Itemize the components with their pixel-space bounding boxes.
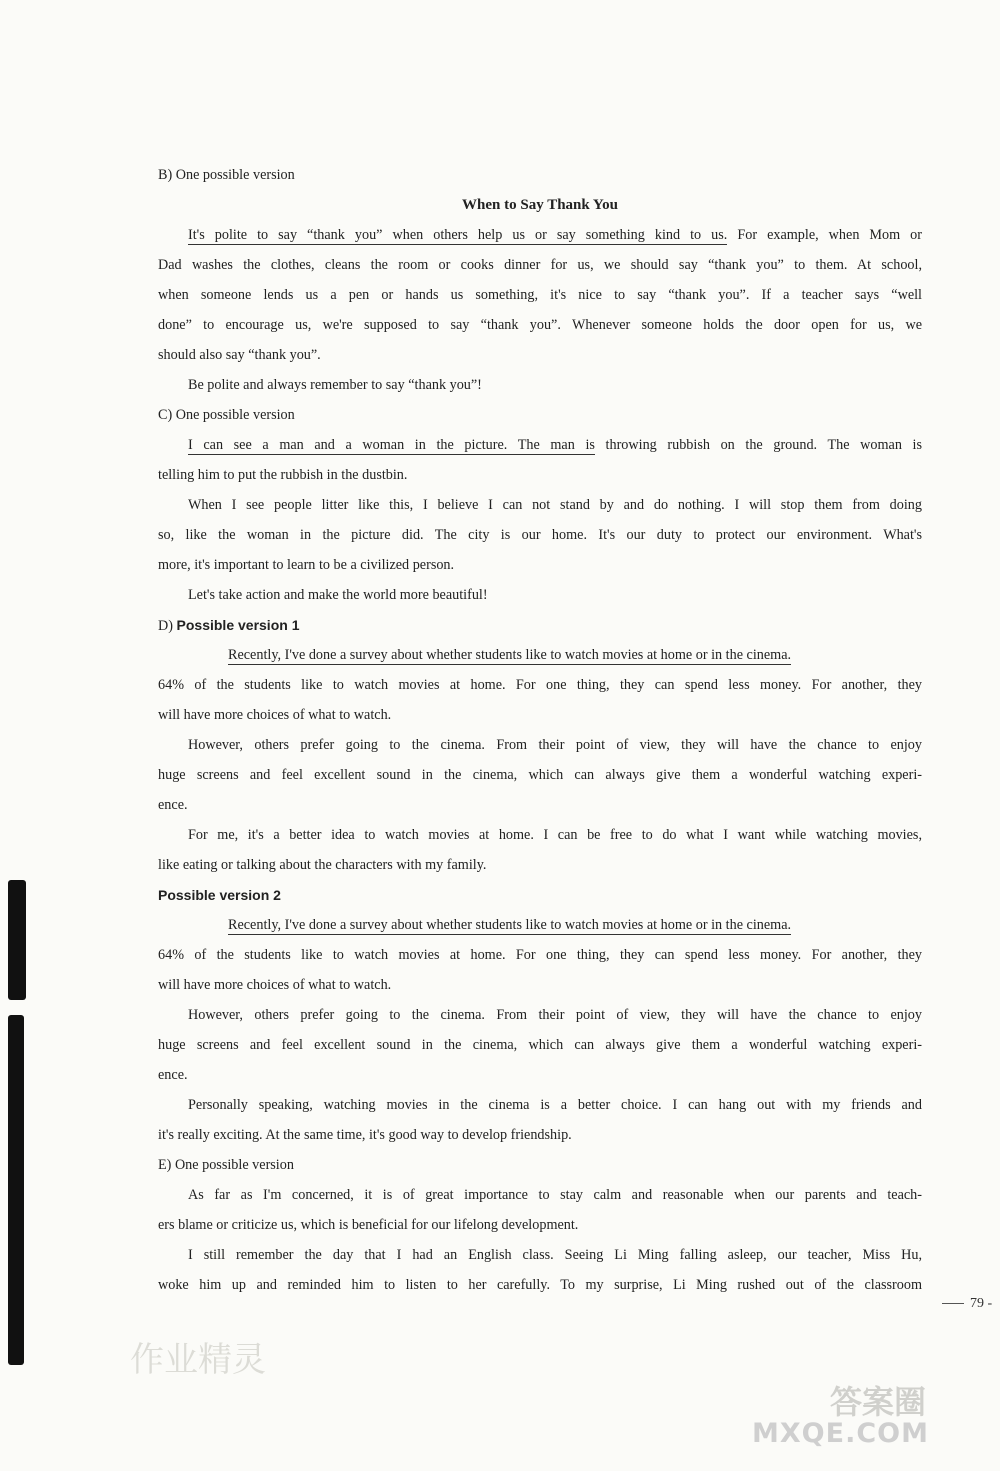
section-d-v1-line-3: will have more choices of what to watch. — [158, 707, 392, 723]
section-d-prefix: D) — [158, 618, 177, 634]
section-d-v2-line-4: However, others prefer going to the cinema. From their point of view, they will have the chance to enjoy — [188, 1007, 922, 1023]
answer-page — [158, 160, 922, 1300]
section-d-v1-line-2: 64% of the students like to watch movies at home. For one thing, they can spend less money. For another, they — [158, 677, 922, 693]
section-d-v2-line-6: ence. — [158, 1067, 188, 1083]
section-b-title: When to Say Thank You — [462, 197, 618, 213]
section-e-line-4: woke him up and reminded him to listen to her carefully. To my surprise, Li Ming rushed out of the classroom — [158, 1277, 922, 1293]
ghost-watermark: 作业精灵 — [130, 1340, 266, 1380]
section-b-para-2: Be polite and always remember to say “thank you”! — [188, 377, 482, 393]
section-c-para-1-line-2: telling him to put the rubbish in the dustbin. — [158, 467, 408, 483]
section-d-v2-line-7: Personally speaking, watching movies in the cinema is a better choice. I can hang out with my friends and — [188, 1097, 922, 1113]
underlined-sentence: Recently, I've done a survey about whether students like to watch movies at home or in the cinema. — [228, 917, 792, 933]
section-b-para-1-line-1 — [158, 220, 922, 250]
section-c-label: C) One possible version — [158, 407, 295, 423]
section-b-para-1-line-4: done” to encourage us, we're supposed to say “thank you”. Whenever someone holds the door open for us, we — [158, 317, 922, 333]
logo-text: 答案圈 — [830, 1383, 927, 1420]
section-e-label: E) One possible version — [158, 1157, 294, 1173]
section-d-v1-line-6: ence. — [158, 797, 188, 813]
section-d-v1-line-7: For me, it's a better idea to watch movies at home. I can be free to do what I want while watching movies, — [188, 827, 922, 843]
underlined-sentence: I can see a man and a woman in the picture. The man is — [188, 437, 595, 453]
section-e-line-1: As far as I'm concerned, it is of great importance to stay calm and reasonable when our parents and teach- — [188, 1187, 922, 1203]
section-e-line-3: I still remember the day that I had an English class. Seeing Li Ming falling asleep, our teacher, Miss Hu, — [188, 1247, 922, 1263]
section-d-v1-line-1 — [158, 640, 922, 670]
scan-edge-shadow-bottom — [8, 1015, 24, 1365]
section-c-para-2-line-3: more, it's important to learn to be a civilized person. — [158, 557, 455, 573]
section-c-para-2-line-2: so, like the woman in the picture did. The city is our home. It's our duty to protect our environment. What's — [158, 527, 922, 543]
section-d-v2-line-1 — [158, 910, 922, 940]
section-d-v2-line-8: it's really exciting. At the same time, it's good way to develop friendship. — [158, 1127, 572, 1143]
section-d-v2-line-5: huge screens and feel excellent sound in the cinema, which can always give them a wonderful watching experi- — [158, 1037, 922, 1053]
section-b-label: B) One possible version — [158, 167, 295, 183]
section-d-v1-line-4: However, others prefer going to the cinema. From their point of view, they will have the chance to enjoy — [188, 737, 922, 753]
section-d-v1-line-8: like eating or talking about the characters with my family. — [158, 857, 487, 873]
version-2-heading: Possible version 2 — [158, 887, 281, 903]
text-span: throwing rubbish on the ground. The woman is — [594, 437, 922, 453]
answer-circle-logo — [826, 1380, 974, 1420]
section-c-para-1-line-1 — [158, 430, 922, 460]
section-c-para-3: Let's take action and make the world more beautiful! — [188, 587, 488, 603]
section-d-v2-line-2: 64% of the students like to watch movies at home. For one thing, they can spend less money. For another, they — [158, 947, 922, 963]
underlined-sentence: Recently, I've done a survey about whether students like to watch movies at home or in the cinema. — [228, 647, 792, 663]
section-b-para-1-line-5: should also say “thank you”. — [158, 347, 321, 363]
section-c-para-2-line-1: When I see people litter like this, I believe I can not stand by and do nothing. I will stop them from doing — [188, 497, 922, 513]
underlined-sentence: It's polite to say “thank you” when others help us or say something kind to us. — [188, 227, 728, 243]
version-1-heading: Possible version 1 — [176, 617, 300, 633]
section-e-line-2: ers blame or criticize us, which is beneficial for our lifelong development. — [158, 1217, 579, 1233]
text-span: For example, when Mom or — [727, 227, 922, 243]
section-d-v2-line-3: will have more choices of what to watch. — [158, 977, 392, 993]
page-number: 79 - — [942, 1296, 992, 1312]
section-b-para-1-line-2: Dad washes the clothes, cleans the room or cooks dinner for us, we should say “thank you” to them. At school, — [158, 257, 922, 273]
section-d-v1-line-5: huge screens and feel excellent sound in the cinema, which can always give them a wonderful watching experi- — [158, 767, 922, 783]
watermark-url: MXQE.COM — [752, 1418, 929, 1449]
section-d-v1-label — [158, 610, 922, 640]
scan-edge-shadow-top — [8, 880, 26, 1000]
section-b-para-1-line-3: when someone lends us a pen or hands us something, it's nice to say “thank you”. If a teacher says “well — [158, 287, 922, 303]
